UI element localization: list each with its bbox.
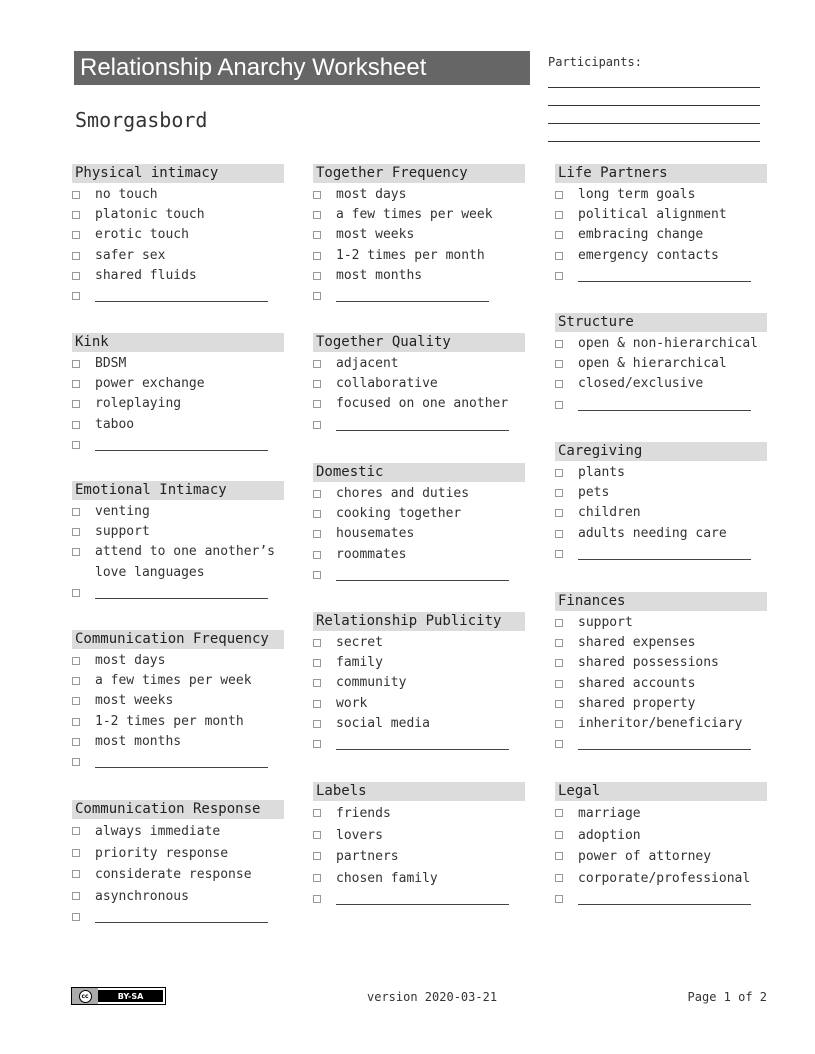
item-label: roommates bbox=[336, 546, 407, 562]
checkbox[interactable] bbox=[555, 550, 563, 558]
checkbox[interactable] bbox=[313, 211, 321, 219]
section-header: Relationship Publicity bbox=[313, 612, 525, 631]
checkbox[interactable] bbox=[555, 720, 563, 728]
write-in-line[interactable] bbox=[578, 889, 751, 905]
checkbox[interactable] bbox=[313, 191, 321, 199]
checkbox[interactable] bbox=[555, 700, 563, 708]
checklist-item[interactable] bbox=[72, 225, 284, 245]
checklist-item[interactable] bbox=[555, 524, 767, 544]
item-label: no touch bbox=[95, 187, 158, 202]
item-label: chores and duties bbox=[336, 486, 470, 501]
checklist-item[interactable] bbox=[555, 714, 767, 734]
checklist-item[interactable] bbox=[555, 225, 767, 245]
checkbox[interactable] bbox=[72, 508, 80, 516]
checklist-item[interactable] bbox=[555, 653, 767, 673]
write-in-line[interactable] bbox=[336, 889, 509, 905]
item-label: corporate/professional bbox=[578, 870, 751, 886]
item-label: plants bbox=[578, 465, 625, 480]
item-label: adjacent bbox=[336, 356, 399, 371]
checklist-item-custom[interactable] bbox=[555, 395, 767, 411]
checklist-item-custom[interactable] bbox=[72, 583, 284, 599]
checkbox[interactable] bbox=[313, 292, 321, 300]
checkbox[interactable] bbox=[72, 892, 80, 900]
item-label: pets bbox=[578, 485, 610, 501]
item-label: shared property bbox=[578, 695, 696, 711]
checkbox[interactable] bbox=[313, 874, 321, 882]
checklist-item[interactable] bbox=[555, 674, 767, 694]
section-header: Emotional Intimacy bbox=[72, 481, 284, 500]
checklist-item[interactable] bbox=[72, 712, 284, 732]
section-header: Communication Response bbox=[72, 800, 284, 819]
checklist-item[interactable] bbox=[555, 694, 767, 714]
item-label: marriage bbox=[578, 806, 641, 821]
item-label: support bbox=[578, 615, 633, 630]
checkbox[interactable] bbox=[555, 659, 563, 667]
checklist-item[interactable] bbox=[313, 803, 525, 825]
item-label: power of attorney bbox=[578, 849, 712, 864]
checklist-item[interactable] bbox=[313, 504, 525, 524]
item-label: a few times per week bbox=[95, 673, 252, 689]
item-label: lovers bbox=[336, 827, 383, 843]
section-legal bbox=[555, 782, 767, 905]
checkbox[interactable] bbox=[72, 252, 80, 260]
checklist-item-custom[interactable] bbox=[555, 734, 767, 750]
item-label: erotic touch bbox=[95, 227, 189, 243]
item-label: embracing change bbox=[578, 227, 704, 243]
checklist-item[interactable] bbox=[555, 463, 767, 483]
item-label: shared possessions bbox=[578, 655, 719, 671]
checkbox[interactable] bbox=[72, 913, 80, 921]
checklist-item-custom[interactable] bbox=[313, 565, 525, 581]
section-header: Life Partners bbox=[555, 164, 767, 183]
checklist-item[interactable] bbox=[313, 266, 525, 286]
checklist-item-custom[interactable] bbox=[72, 286, 284, 302]
checkbox[interactable] bbox=[313, 571, 321, 579]
section-finances bbox=[555, 592, 767, 750]
item-label: cooking together bbox=[336, 506, 462, 522]
checkbox[interactable] bbox=[313, 740, 321, 748]
section-header: Caregiving bbox=[555, 442, 767, 461]
item-label: collaborative bbox=[336, 376, 438, 392]
section-header: Labels bbox=[313, 782, 525, 801]
checklist-item[interactable] bbox=[72, 522, 284, 542]
write-in-line[interactable] bbox=[578, 266, 751, 282]
item-label: venting bbox=[95, 504, 150, 519]
checklist-item-custom[interactable] bbox=[555, 544, 767, 560]
cc-circle: cc bbox=[79, 990, 92, 1003]
section-relationship-publicity bbox=[313, 612, 525, 750]
checklist-item[interactable] bbox=[72, 246, 284, 266]
item-label: power exchange bbox=[95, 376, 205, 392]
checkbox[interactable] bbox=[313, 272, 321, 280]
participants-label: Participants: bbox=[548, 55, 642, 69]
checkbox[interactable] bbox=[555, 639, 563, 647]
item-label: emergency contacts bbox=[578, 247, 719, 263]
checklist-item[interactable] bbox=[313, 484, 525, 504]
checkbox[interactable] bbox=[313, 490, 321, 498]
checkbox[interactable] bbox=[72, 758, 80, 766]
checkbox[interactable] bbox=[555, 380, 563, 388]
participant-line[interactable] bbox=[548, 70, 760, 88]
section-header: Finances bbox=[555, 592, 767, 611]
checklist-item[interactable] bbox=[313, 673, 525, 693]
version-label: version 2020-03-21 bbox=[367, 990, 498, 1004]
checklist-item[interactable] bbox=[555, 483, 767, 503]
checklist-item-custom[interactable] bbox=[313, 286, 525, 302]
checkbox[interactable] bbox=[555, 831, 563, 839]
checkbox[interactable] bbox=[313, 400, 321, 408]
checklist-item[interactable] bbox=[72, 354, 284, 374]
participants-block bbox=[548, 54, 760, 142]
section-header: Communication Frequency bbox=[72, 630, 284, 649]
checklist-item-custom[interactable] bbox=[72, 435, 284, 451]
item-label: most days bbox=[336, 187, 407, 202]
item-label: open & hierarchical bbox=[578, 356, 727, 372]
write-in-line[interactable] bbox=[95, 907, 268, 923]
checkbox[interactable] bbox=[555, 895, 563, 903]
item-label: BDSM bbox=[95, 356, 127, 371]
checklist-item[interactable] bbox=[313, 633, 525, 653]
checkbox[interactable] bbox=[313, 831, 321, 839]
item-label: a few times per week bbox=[336, 207, 493, 223]
item-label: priority response bbox=[95, 845, 229, 861]
checkbox[interactable] bbox=[555, 852, 563, 860]
section-together-quality bbox=[313, 333, 525, 431]
checklist-item[interactable] bbox=[313, 374, 525, 394]
checkbox[interactable] bbox=[555, 252, 563, 260]
checkbox[interactable] bbox=[313, 510, 321, 518]
checkbox[interactable] bbox=[72, 827, 80, 835]
item-label: closed/exclusive bbox=[578, 376, 704, 392]
item-label: social media bbox=[336, 715, 430, 731]
item-label: roleplaying bbox=[95, 396, 182, 412]
section-structure bbox=[555, 313, 767, 411]
item-label: taboo bbox=[95, 416, 135, 432]
item-label: most weeks bbox=[336, 227, 415, 243]
checklist-item[interactable] bbox=[72, 843, 284, 865]
item-label: housemates bbox=[336, 526, 415, 542]
participant-line[interactable] bbox=[548, 106, 760, 124]
checkbox[interactable] bbox=[555, 489, 563, 497]
section-header: Structure bbox=[555, 313, 767, 332]
item-label: shared expenses bbox=[578, 635, 696, 651]
checklist-item[interactable] bbox=[72, 821, 284, 843]
section-header: Together Quality bbox=[313, 333, 525, 352]
checklist-item[interactable] bbox=[72, 374, 284, 394]
checklist-item[interactable] bbox=[555, 846, 767, 868]
checklist-item-custom[interactable] bbox=[313, 734, 525, 750]
item-label: long term goals bbox=[578, 187, 696, 202]
checkbox[interactable] bbox=[72, 360, 80, 368]
checkbox[interactable] bbox=[72, 231, 80, 239]
write-in-line[interactable] bbox=[95, 752, 268, 768]
worksheet-title: Relationship Anarchy Worksheet bbox=[74, 51, 530, 85]
checklist-item[interactable] bbox=[313, 354, 525, 374]
checkbox[interactable] bbox=[72, 292, 80, 300]
checkbox[interactable] bbox=[72, 528, 80, 536]
section-caregiving bbox=[555, 442, 767, 560]
checklist-item[interactable] bbox=[72, 864, 284, 886]
checkbox[interactable] bbox=[313, 809, 321, 817]
checkbox[interactable] bbox=[313, 252, 321, 260]
checklist-item[interactable] bbox=[313, 225, 525, 245]
item-label: most days bbox=[95, 653, 166, 668]
section-header: Domestic bbox=[313, 463, 525, 482]
cc-license-badge bbox=[71, 987, 166, 1005]
checkbox[interactable] bbox=[555, 211, 563, 219]
checkbox[interactable] bbox=[72, 677, 80, 685]
item-label: always immediate bbox=[95, 824, 221, 839]
cc-icon bbox=[72, 988, 98, 1004]
checkbox[interactable] bbox=[313, 659, 321, 667]
checklist-item[interactable] bbox=[72, 205, 284, 225]
checklist-item[interactable] bbox=[313, 714, 525, 734]
section-kink bbox=[72, 333, 284, 451]
section-together-frequency bbox=[313, 164, 525, 302]
section-communication-response bbox=[72, 800, 284, 923]
checklist-item[interactable] bbox=[555, 334, 767, 354]
section-physical-intimacy bbox=[72, 164, 284, 302]
item-label: focused on one another bbox=[336, 396, 509, 412]
checkbox[interactable] bbox=[72, 191, 80, 199]
checkbox[interactable] bbox=[313, 231, 321, 239]
checklist-item-custom[interactable] bbox=[555, 889, 767, 905]
checklist-item[interactable] bbox=[313, 524, 525, 544]
checkbox[interactable] bbox=[555, 874, 563, 882]
checklist-item[interactable] bbox=[555, 354, 767, 374]
item-label: adoption bbox=[578, 827, 641, 843]
checkbox[interactable] bbox=[72, 421, 80, 429]
checklist-item-custom[interactable] bbox=[555, 266, 767, 282]
checklist-item[interactable] bbox=[313, 846, 525, 868]
write-in-line[interactable] bbox=[336, 734, 509, 750]
checklist-item[interactable] bbox=[555, 803, 767, 825]
item-label: most months bbox=[95, 733, 182, 749]
write-in-line[interactable] bbox=[578, 544, 751, 560]
checklist-item-custom[interactable] bbox=[313, 415, 525, 431]
checklist-item[interactable] bbox=[555, 185, 767, 205]
item-label: family bbox=[336, 655, 383, 671]
checklist-item[interactable] bbox=[555, 374, 767, 394]
section-communication-frequency bbox=[72, 630, 284, 768]
checklist-item[interactable] bbox=[313, 694, 525, 714]
item-label: shared accounts bbox=[578, 675, 696, 691]
checklist-item-custom[interactable] bbox=[313, 889, 525, 905]
checklist-item[interactable] bbox=[72, 502, 284, 522]
section-header: Physical intimacy bbox=[72, 164, 284, 183]
checkbox[interactable] bbox=[72, 657, 80, 665]
section-header: Together Frequency bbox=[313, 164, 525, 183]
checklist-item[interactable] bbox=[313, 185, 525, 205]
checkbox[interactable] bbox=[555, 469, 563, 477]
item-label: community bbox=[336, 675, 407, 691]
item-label: political alignment bbox=[578, 207, 727, 223]
item-label: 1-2 times per month bbox=[336, 247, 485, 263]
checkbox[interactable] bbox=[555, 360, 563, 368]
checkbox[interactable] bbox=[555, 272, 563, 280]
checkbox[interactable] bbox=[555, 530, 563, 538]
checklist-item[interactable] bbox=[72, 671, 284, 691]
item-label: inheritor/beneficiary bbox=[578, 716, 743, 732]
checklist-item[interactable] bbox=[72, 691, 284, 711]
checklist-item[interactable] bbox=[313, 653, 525, 673]
checklist-item[interactable] bbox=[313, 545, 525, 565]
checklist-item[interactable] bbox=[555, 633, 767, 653]
checklist-item[interactable] bbox=[72, 394, 284, 414]
checkbox[interactable] bbox=[555, 809, 563, 817]
checkbox[interactable] bbox=[72, 441, 80, 449]
worksheet-subtitle: Smorgasbord bbox=[75, 108, 208, 132]
write-in-line[interactable] bbox=[95, 286, 268, 302]
item-label: adults needing care bbox=[578, 525, 727, 541]
checkbox[interactable] bbox=[555, 680, 563, 688]
checkbox[interactable] bbox=[313, 360, 321, 368]
checklist-item-custom[interactable] bbox=[72, 907, 284, 923]
checklist-item[interactable] bbox=[313, 246, 525, 266]
item-label: secret bbox=[336, 635, 383, 650]
item-label: open & non-hierarchical bbox=[578, 336, 759, 351]
checkbox[interactable] bbox=[72, 738, 80, 746]
checklist-item[interactable] bbox=[313, 394, 525, 414]
checkbox[interactable] bbox=[555, 619, 563, 627]
checkbox[interactable] bbox=[313, 380, 321, 388]
item-label: children bbox=[578, 505, 641, 521]
participant-line[interactable] bbox=[548, 88, 760, 106]
write-in-line[interactable] bbox=[95, 583, 268, 599]
section-emotional-intimacy bbox=[72, 481, 284, 599]
item-label: attend to one another’s love languages bbox=[95, 544, 276, 580]
checkbox[interactable] bbox=[555, 340, 563, 348]
checkbox[interactable] bbox=[555, 401, 563, 409]
item-label: chosen family bbox=[336, 870, 438, 886]
item-label: friends bbox=[336, 806, 391, 821]
checklist-item[interactable] bbox=[313, 868, 525, 890]
checklist-item[interactable] bbox=[555, 246, 767, 266]
write-in-line[interactable] bbox=[95, 435, 268, 451]
page-number: Page 1 of 2 bbox=[687, 990, 767, 1004]
checklist-item[interactable] bbox=[72, 886, 284, 908]
checkbox[interactable] bbox=[313, 551, 321, 559]
participant-line[interactable] bbox=[548, 124, 760, 142]
item-label: shared fluids bbox=[95, 267, 197, 283]
checkbox[interactable] bbox=[313, 895, 321, 903]
checkbox[interactable] bbox=[72, 718, 80, 726]
checkbox[interactable] bbox=[555, 740, 563, 748]
section-header: Legal bbox=[555, 782, 767, 801]
checkbox[interactable] bbox=[72, 589, 80, 597]
checkbox[interactable] bbox=[72, 380, 80, 388]
checkbox[interactable] bbox=[72, 211, 80, 219]
item-label: 1-2 times per month bbox=[95, 713, 244, 729]
item-label: most weeks bbox=[95, 693, 174, 709]
checklist-item[interactable] bbox=[555, 503, 767, 523]
checkbox[interactable] bbox=[555, 231, 563, 239]
checklist-item[interactable] bbox=[72, 185, 284, 205]
checklist-item[interactable] bbox=[555, 825, 767, 847]
checkbox[interactable] bbox=[313, 700, 321, 708]
checkbox[interactable] bbox=[72, 870, 80, 878]
checklist-item[interactable] bbox=[72, 651, 284, 671]
checklist-item[interactable] bbox=[555, 868, 767, 890]
checkbox[interactable] bbox=[313, 852, 321, 860]
checklist-item-custom[interactable] bbox=[72, 752, 284, 768]
checkbox[interactable] bbox=[72, 697, 80, 705]
write-in-line[interactable] bbox=[578, 395, 751, 411]
write-in-line[interactable] bbox=[578, 734, 751, 750]
item-label: most months bbox=[336, 267, 423, 283]
checklist-item[interactable] bbox=[555, 205, 767, 225]
checklist-item[interactable] bbox=[72, 415, 284, 435]
item-label: support bbox=[95, 524, 150, 540]
item-label: safer sex bbox=[95, 247, 166, 263]
item-label: partners bbox=[336, 849, 399, 864]
checkbox[interactable] bbox=[313, 421, 321, 429]
write-in-line[interactable] bbox=[336, 415, 509, 431]
write-in-line[interactable] bbox=[336, 286, 489, 302]
checkbox[interactable] bbox=[313, 720, 321, 728]
section-life-partners bbox=[555, 164, 767, 282]
checkbox[interactable] bbox=[313, 530, 321, 538]
checkbox[interactable] bbox=[72, 548, 80, 556]
checklist-item[interactable] bbox=[72, 732, 284, 752]
checklist-item[interactable] bbox=[72, 266, 284, 286]
section-labels bbox=[313, 782, 525, 905]
checklist-item[interactable] bbox=[555, 613, 767, 633]
license-text: BY-SA bbox=[98, 990, 163, 1002]
section-domestic bbox=[313, 463, 525, 581]
checkbox[interactable] bbox=[72, 400, 80, 408]
checkbox[interactable] bbox=[72, 272, 80, 280]
write-in-line[interactable] bbox=[336, 565, 509, 581]
checkbox[interactable] bbox=[313, 679, 321, 687]
section-header: Kink bbox=[72, 333, 284, 352]
checkbox[interactable] bbox=[72, 849, 80, 857]
checklist-item[interactable] bbox=[313, 205, 525, 225]
item-label: asynchronous bbox=[95, 888, 189, 904]
checklist-item[interactable] bbox=[313, 825, 525, 847]
checkbox[interactable] bbox=[555, 191, 563, 199]
item-label: considerate response bbox=[95, 867, 252, 882]
checkbox[interactable] bbox=[313, 639, 321, 647]
checkbox[interactable] bbox=[555, 509, 563, 517]
checklist-item[interactable] bbox=[72, 542, 290, 582]
item-label: work bbox=[336, 695, 368, 711]
item-label: platonic touch bbox=[95, 207, 205, 223]
